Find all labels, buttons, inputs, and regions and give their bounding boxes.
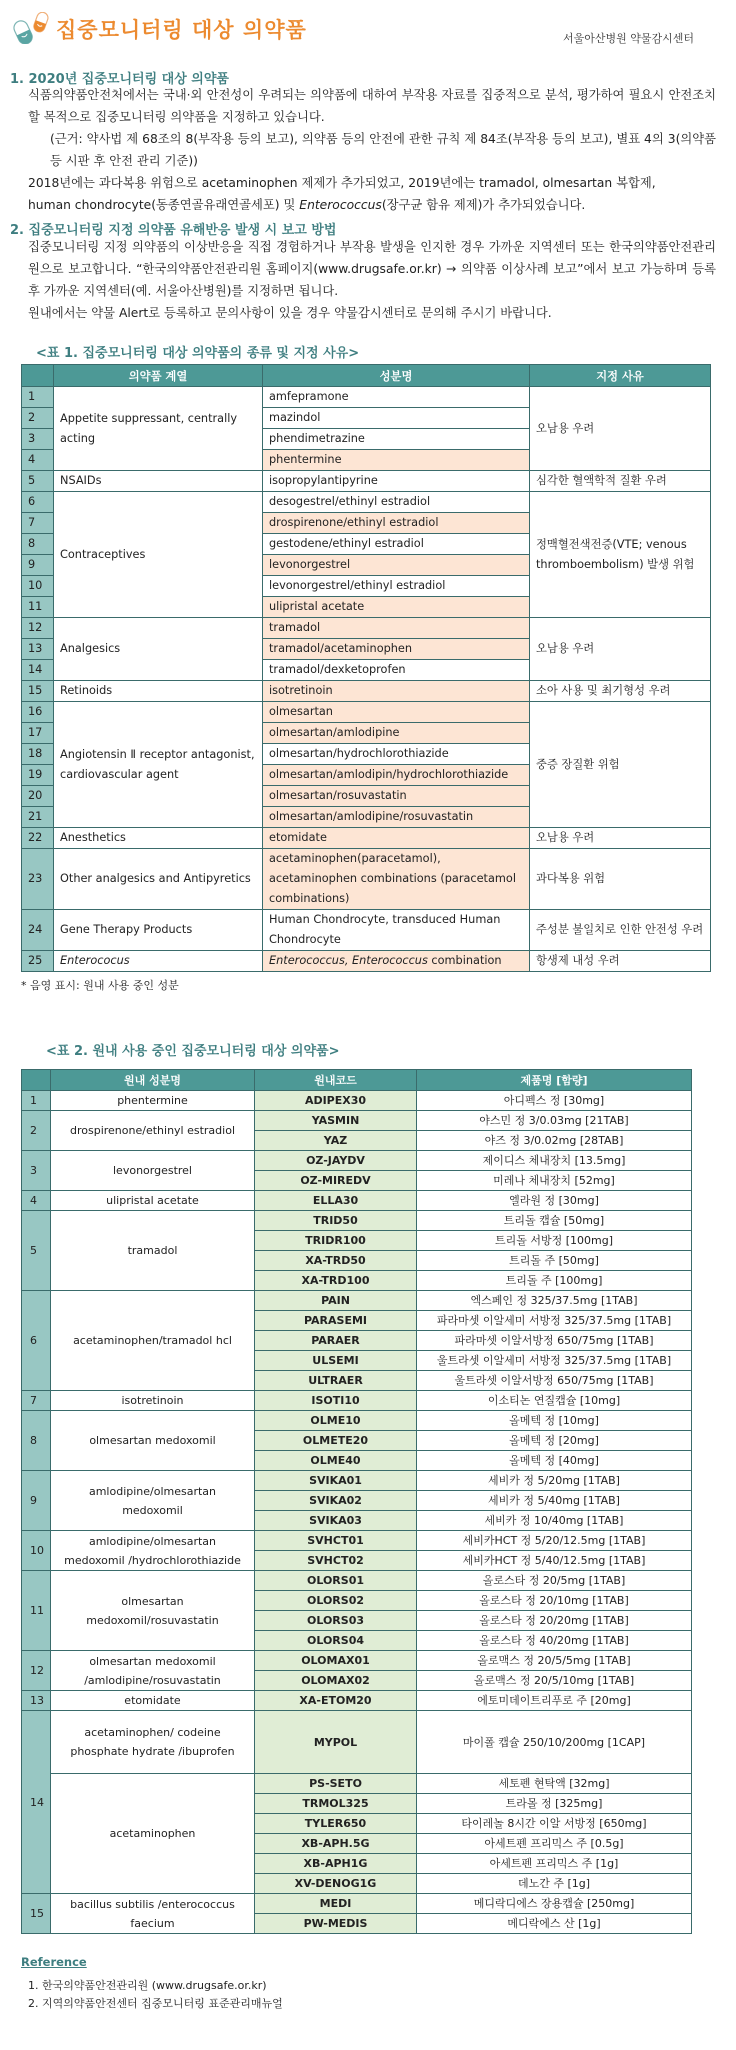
- product-cell: 메디락에스 산 [1g]: [417, 1914, 692, 1934]
- ingredient-cell: olmesartan/hydrochlorothiazide: [263, 744, 530, 765]
- table-row: [22, 1291, 692, 1311]
- hospital-code-cell: XA-ETOM20: [255, 1691, 417, 1711]
- table-row: [22, 1691, 692, 1711]
- hospital-code-cell: MEDI: [255, 1894, 417, 1914]
- product-cell: 트리돌 주 [100mg]: [417, 1271, 692, 1291]
- table-row: [22, 1411, 692, 1431]
- table-row: [22, 1191, 692, 1211]
- ingredient-cell: etomidate: [263, 828, 530, 849]
- ingredient-cell: isotretinoin: [263, 681, 530, 702]
- table-row: [22, 910, 711, 951]
- table-row: [22, 492, 711, 513]
- row-number: 1: [22, 387, 54, 408]
- hospital-code-cell: PW-MEDIS: [255, 1914, 417, 1934]
- product-cell: 트리돌 주 [50mg]: [417, 1251, 692, 1271]
- row-number: 16: [22, 702, 54, 723]
- table-header-row: [22, 365, 711, 387]
- row-number: 11: [22, 1571, 51, 1651]
- hospital-code-cell: PS-SETO: [255, 1774, 417, 1794]
- row-number: 10: [22, 1531, 51, 1571]
- hospital-code-cell: YASMIN: [255, 1111, 417, 1131]
- hospital-code-cell: OLME40: [255, 1451, 417, 1471]
- table-1-note: * 음영 표시: 원내 사용 중인 성분: [21, 979, 179, 992]
- hospital-code-cell: TRID50: [255, 1211, 417, 1231]
- drug-class-cell: NSAIDs: [54, 471, 263, 492]
- row-number: 6: [22, 1291, 51, 1391]
- product-cell: 아디펙스 정 [30mg]: [417, 1091, 692, 1111]
- row-number: 10: [22, 576, 54, 597]
- ingredient-cell: tramadol/acetaminophen: [263, 639, 530, 660]
- product-cell: 엘라원 정 [30mg]: [417, 1191, 692, 1211]
- row-number: 2: [22, 1111, 51, 1151]
- product-cell: 올로맥스 정 20/5/10mg [1TAB]: [417, 1671, 692, 1691]
- header-cell: 원내 성분명: [51, 1070, 255, 1091]
- row-number: 15: [22, 1894, 51, 1934]
- row-number: 12: [22, 618, 54, 639]
- table-row: [22, 1571, 692, 1591]
- ingredient-text: combination: [427, 954, 502, 967]
- ingredient-cell: Human Chondrocyte, transduced Human Chondrocyte: [263, 910, 530, 951]
- italic-text: Enterococcus: [299, 198, 382, 212]
- table-row: [22, 828, 711, 849]
- product-cell: 올메텍 정 [40mg]: [417, 1451, 692, 1471]
- product-cell: 파라마셋 이알서방정 650/75mg [1TAB]: [417, 1331, 692, 1351]
- product-cell: 아세트펜 프리믹스 주 [0.5g]: [417, 1834, 692, 1854]
- ingredient-cell: levonorgestrel: [51, 1151, 255, 1191]
- drug-class-cell: Gene Therapy Products: [54, 910, 263, 951]
- organization-name: 서울아산병원 약물감시센터: [562, 32, 694, 45]
- ingredient-cell: isopropylantipyrine: [263, 471, 530, 492]
- row-number: 4: [22, 1191, 51, 1211]
- reason-cell: 과다복용 위험: [530, 849, 711, 910]
- product-cell: 파라마셋 이알세미 서방정 325/37.5mg [1TAB]: [417, 1311, 692, 1331]
- header-cell: [22, 365, 54, 387]
- drug-class-cell: Retinoids: [54, 681, 263, 702]
- row-number: 8: [22, 1411, 51, 1471]
- hospital-code-cell: OZ-MIREDV: [255, 1171, 417, 1191]
- product-cell: 미레나 체내장치 [52mg]: [417, 1171, 692, 1191]
- hospital-code-cell: ELLA30: [255, 1191, 417, 1211]
- ingredient-cell: drospirenone/ethinyl estradiol: [51, 1111, 255, 1151]
- row-number: 15: [22, 681, 54, 702]
- ingredient-cell: olmesartan medoxomil: [51, 1411, 255, 1471]
- ingredient-cell: bacillus subtilis /enterococcus faecium: [51, 1894, 255, 1934]
- table-row: [22, 1894, 692, 1914]
- row-number: 2: [22, 408, 54, 429]
- ingredient-cell: amfepramone: [263, 387, 530, 408]
- hospital-code-cell: ULSEMI: [255, 1351, 417, 1371]
- hospital-code-cell: OLORS03: [255, 1611, 417, 1631]
- hospital-code-cell: OLMETE20: [255, 1431, 417, 1451]
- product-cell: 올로스타 정 20/20mg [1TAB]: [417, 1611, 692, 1631]
- section-2-paragraph-2: 원내에서는 약물 Alert로 등록하고 문의사항이 있을 경우 약물감시센터로 문의해 주시기 바랍니다.: [28, 306, 552, 320]
- product-cell: 아세트펜 프리믹스 주 [1g]: [417, 1854, 692, 1874]
- reference-item: 1. 한국의약품안전관리원 (www.drugsafe.or.kr): [28, 1979, 267, 1992]
- table-row: [22, 1091, 692, 1111]
- ingredient-cell: olmesartan: [263, 702, 530, 723]
- row-number: 6: [22, 492, 54, 513]
- reason-cell: 정맥혈전색전증(VTE; venous thromboembolism) 발생 위험: [530, 492, 711, 618]
- product-cell: 제이디스 체내장치 [13.5mg]: [417, 1151, 692, 1171]
- hospital-code-cell: XB-APH.5G: [255, 1834, 417, 1854]
- table-row: [22, 618, 711, 639]
- table-2: [21, 1069, 692, 1934]
- table-row: [22, 1531, 692, 1551]
- table-row: [22, 1211, 692, 1231]
- ingredient-cell: mazindol: [263, 408, 530, 429]
- drug-class-cell: Contraceptives: [54, 492, 263, 618]
- product-cell: 올로맥스 정 20/5/5mg [1TAB]: [417, 1651, 692, 1671]
- product-cell: 데노간 주 [1g]: [417, 1874, 692, 1894]
- hospital-code-cell: ISOTI10: [255, 1391, 417, 1411]
- ingredient-cell: desogestrel/ethinyl estradiol: [263, 492, 530, 513]
- row-number: 14: [22, 1711, 51, 1894]
- text: human chondrocyte(동종연골유래연골세포) 및: [28, 198, 300, 212]
- ingredient-cell: phentermine: [263, 450, 530, 471]
- product-cell: 이소티논 연질캡슐 [10mg]: [417, 1391, 692, 1411]
- ingredient-cell: drospirenone/ethinyl estradiol: [263, 513, 530, 534]
- hospital-code-cell: SVIKA01: [255, 1471, 417, 1491]
- ingredient-cell: olmesartan/amlodipin/hydrochlorothiazide: [263, 765, 530, 786]
- row-number: 7: [22, 513, 54, 534]
- ingredient-italic-text: Enterococcus, Enterococcus: [269, 954, 428, 967]
- table-1: [21, 364, 711, 972]
- row-number: 25: [22, 951, 54, 972]
- hospital-code-cell: PAIN: [255, 1291, 417, 1311]
- table-row: [22, 471, 711, 492]
- hospital-code-cell: ULTRAER: [255, 1371, 417, 1391]
- hospital-code-cell: XA-TRD100: [255, 1271, 417, 1291]
- table-row: [22, 1471, 692, 1491]
- row-number: 5: [22, 1211, 51, 1291]
- table-2-caption: <표 2. 원내 사용 중인 집중모니터링 대상 의약품>: [46, 1044, 340, 1059]
- header-cell: 지정 사유: [530, 365, 711, 387]
- ingredient-cell: tramadol: [263, 618, 530, 639]
- ingredient-cell: olmesartan medoxomil /amlodipine/rosuvastatin: [51, 1651, 255, 1691]
- drug-class-cell: Analgesics: [54, 618, 263, 681]
- hospital-code-cell: PARAER: [255, 1331, 417, 1351]
- row-number: 24: [22, 910, 54, 951]
- table-row: [22, 1651, 692, 1671]
- ingredient-cell: olmesartan medoxomil/rosuvastatin: [51, 1571, 255, 1651]
- ingredient-cell: ulipristal acetate: [263, 597, 530, 618]
- header-cell: [22, 1070, 51, 1091]
- hospital-code-cell: XV-DENOG1G: [255, 1874, 417, 1894]
- table-row: [22, 1391, 692, 1411]
- header-cell: 성분명: [263, 365, 530, 387]
- product-cell: 올메텍 정 [20mg]: [417, 1431, 692, 1451]
- ingredient-cell: phentermine: [51, 1091, 255, 1111]
- product-cell: 메디락디에스 장용캡슐 [250mg]: [417, 1894, 692, 1914]
- section-2-paragraph: 집중모니터링 지정 의약품의 이상반응을 직접 경험하거나 부작용 발생을 인지한 경우 가까운 지역센터 또는 한국의약품안전관리원으로 보고합니다. “한국의약품안전관리원 홈페이지(www.drugsafe.or.kr) → 의약품 이상사례 보고”에서 보고 가능하며 등록 후 가까운 지역센터(예. 서울아산병원)를 지정하면 됩니다.: [28, 240, 716, 298]
- hospital-code-cell: TRIDR100: [255, 1231, 417, 1251]
- ingredient-cell: isotretinoin: [51, 1391, 255, 1411]
- product-cell: 세비카HCT 정 5/20/12.5mg [1TAB]: [417, 1531, 692, 1551]
- ingredient-cell: tramadol/dexketoprofen: [263, 660, 530, 681]
- row-number: 12: [22, 1651, 51, 1691]
- product-cell: 올로스타 정 20/10mg [1TAB]: [417, 1591, 692, 1611]
- product-cell: 세토펜 현탁액 [32mg]: [417, 1774, 692, 1794]
- drug-class-cell: Other analgesics and Antipyretics: [54, 849, 263, 910]
- page-title: 집중모니터링 대상 의약품: [56, 18, 307, 42]
- row-number: 5: [22, 471, 54, 492]
- drug-class-text: Enterococus: [60, 954, 130, 967]
- row-number: 14: [22, 660, 54, 681]
- hospital-code-cell: OZ-JAYDV: [255, 1151, 417, 1171]
- ingredient-cell: amlodipine/olmesartan medoxomil: [51, 1471, 255, 1531]
- row-number: 9: [22, 555, 54, 576]
- product-cell: 올로스타 정 20/5mg [1TAB]: [417, 1571, 692, 1591]
- product-cell: 야즈 정 3/0.02mg [28TAB]: [417, 1131, 692, 1151]
- drug-class-cell: Angiotensin Ⅱ receptor antagonist, cardiovascular agent: [54, 702, 263, 828]
- row-number: 4: [22, 450, 54, 471]
- product-cell: 에토미데이트리푸로 주 [20mg]: [417, 1691, 692, 1711]
- hospital-code-cell: ADIPEX30: [255, 1091, 417, 1111]
- hospital-code-cell: SVHCT01: [255, 1531, 417, 1551]
- hospital-code-cell: XA-TRD50: [255, 1251, 417, 1271]
- row-number: 23: [22, 849, 54, 910]
- table-row: [22, 1151, 692, 1171]
- section-1-basis: (근거: 약사법 제 68조의 8(부작용 등의 보고), 의약품 등의 안전에 관한 규칙 제 84조(부작용 등의 보고), 별표 4의 3(의약품 등 시판 후 안전 관리 기준)): [50, 132, 716, 168]
- ingredient-cell: acetaminophen/tramadol hcl: [51, 1291, 255, 1391]
- hospital-code-cell: XB-APH1G: [255, 1854, 417, 1874]
- row-number: 3: [22, 1151, 51, 1191]
- hospital-code-cell: TYLER650: [255, 1814, 417, 1834]
- table-row: [22, 1111, 692, 1131]
- product-cell: 울트라셋 이알세미 서방정 325/37.5mg [1TAB]: [417, 1351, 692, 1371]
- table-row: [22, 1774, 692, 1794]
- reference-item: 2. 지역의약품안전센터 집중모니터링 표준관리매뉴얼: [28, 1997, 283, 2010]
- drug-class-cell: Anesthetics: [54, 828, 263, 849]
- table-row: [22, 951, 711, 972]
- hospital-code-cell: OLORS04: [255, 1631, 417, 1651]
- row-number: 17: [22, 723, 54, 744]
- row-number: 9: [22, 1471, 51, 1531]
- row-number: 13: [22, 639, 54, 660]
- header-cell: 원내코드: [255, 1070, 417, 1091]
- ingredient-cell: [263, 951, 530, 972]
- product-cell: 세비카HCT 정 5/40/12.5mg [1TAB]: [417, 1551, 692, 1571]
- ingredient-cell: gestodene/ethinyl estradiol: [263, 534, 530, 555]
- table-row: [22, 849, 711, 910]
- ingredient-cell: ulipristal acetate: [51, 1191, 255, 1211]
- section-1-paragraph-2b: [28, 194, 734, 216]
- product-cell: 트리돌 서방정 [100mg]: [417, 1231, 692, 1251]
- section-1-paragraph-2a: 2018년에는 과다복용 위험으로 acetaminophen 제제가 추가되었고, 2019년에는 tramadol, olmesartan 복합제,: [28, 176, 656, 190]
- reason-cell: 오남용 우려: [530, 618, 711, 681]
- ingredient-cell: phendimetrazine: [263, 429, 530, 450]
- pill-capsules-icon: [12, 12, 52, 44]
- hospital-code-cell: OLOMAX02: [255, 1671, 417, 1691]
- hospital-code-cell: OLORS01: [255, 1571, 417, 1591]
- header-cell: 제품명 [함량]: [417, 1070, 692, 1091]
- ingredient-cell: olmesartan/rosuvastatin: [263, 786, 530, 807]
- product-cell: 타이레놀 8시간 이알 서방정 [650mg]: [417, 1814, 692, 1834]
- reason-cell: 주성분 불일치로 인한 안전성 우려: [530, 910, 711, 951]
- reason-cell: 오남용 우려: [530, 828, 711, 849]
- row-number: 13: [22, 1691, 51, 1711]
- reason-cell: 항생제 내성 우려: [530, 951, 711, 972]
- reason-cell: 심각한 혈액학적 질환 우려: [530, 471, 711, 492]
- product-cell: 세비카 정 10/40mg [1TAB]: [417, 1511, 692, 1531]
- row-number: 21: [22, 807, 54, 828]
- product-cell: 올로스타 정 40/20mg [1TAB]: [417, 1631, 692, 1651]
- row-number: 22: [22, 828, 54, 849]
- section-1-title: 1. 2020년 집중모니터링 대상 의약품: [10, 72, 229, 87]
- table-header-row: [22, 1070, 692, 1091]
- product-cell: 올메텍 정 [10mg]: [417, 1411, 692, 1431]
- row-number: 19: [22, 765, 54, 786]
- reason-cell: 중증 장질환 위험: [530, 702, 711, 828]
- hospital-code-cell: SVIKA03: [255, 1511, 417, 1531]
- drug-class-cell: [54, 951, 263, 972]
- ingredient-cell: acetaminophen/ codeine phosphate hydrate /ibuprofen: [51, 1711, 255, 1774]
- section-2-title: 2. 집중모니터링 지정 의약품 유해반응 발생 시 보고 방법: [10, 223, 337, 238]
- table-row: [22, 387, 711, 408]
- hospital-code-cell: OLOMAX01: [255, 1651, 417, 1671]
- product-cell: 세비카 정 5/40mg [1TAB]: [417, 1491, 692, 1511]
- table-row: [22, 1711, 692, 1774]
- hospital-code-cell: OLORS02: [255, 1591, 417, 1611]
- product-cell: 울트라셋 이알서방정 650/75mg [1TAB]: [417, 1371, 692, 1391]
- hospital-code-cell: TRMOL325: [255, 1794, 417, 1814]
- ingredient-cell: acetaminophen: [51, 1774, 255, 1894]
- hospital-code-cell: PARASEMI: [255, 1311, 417, 1331]
- row-number: 7: [22, 1391, 51, 1411]
- hospital-code-cell: OLME10: [255, 1411, 417, 1431]
- ingredient-cell: tramadol: [51, 1211, 255, 1291]
- product-cell: 트리돌 캡슐 [50mg]: [417, 1211, 692, 1231]
- product-cell: 트라몰 정 [325mg]: [417, 1794, 692, 1814]
- reference-title: Reference: [21, 1955, 87, 1969]
- page-header: [0, 0, 736, 60]
- ingredient-cell: amlodipine/olmesartan medoxomil /hydrochlorothiazide: [51, 1531, 255, 1571]
- row-number: 18: [22, 744, 54, 765]
- row-number: 1: [22, 1091, 51, 1111]
- table-1-caption: <표 1. 집중모니터링 대상 의약품의 종류 및 지정 사유>: [36, 346, 360, 361]
- product-cell: 세비카 정 5/20mg [1TAB]: [417, 1471, 692, 1491]
- ingredient-cell: levonorgestrel/ethinyl estradiol: [263, 576, 530, 597]
- row-number: 8: [22, 534, 54, 555]
- header-cell: 의약품 계열: [54, 365, 263, 387]
- table-row: [22, 702, 711, 723]
- ingredient-cell: olmesartan/amlodipine/rosuvastatin: [263, 807, 530, 828]
- product-cell: 야스민 정 3/0.03mg [21TAB]: [417, 1111, 692, 1131]
- ingredient-cell: olmesartan/amlodipine: [263, 723, 530, 744]
- text: (장구균 함유 제제)가 추가되었습니다.: [381, 198, 586, 212]
- row-number: 20: [22, 786, 54, 807]
- ingredient-cell: acetaminophen(paracetamol), acetaminophen combinations (paracetamol combinations): [263, 849, 530, 910]
- reason-cell: 오남용 우려: [530, 387, 711, 471]
- row-number: 11: [22, 597, 54, 618]
- hospital-code-cell: MYPOL: [255, 1711, 417, 1774]
- hospital-code-cell: SVIKA02: [255, 1491, 417, 1511]
- table-row: [22, 681, 711, 702]
- row-number: 3: [22, 429, 54, 450]
- hospital-code-cell: YAZ: [255, 1131, 417, 1151]
- ingredient-cell: etomidate: [51, 1691, 255, 1711]
- reason-cell: 소아 사용 및 최기형성 우려: [530, 681, 711, 702]
- ingredient-cell: levonorgestrel: [263, 555, 530, 576]
- section-1-paragraph: 식품의약품안전처에서는 국내·외 안전성이 우려되는 의약품에 대하여 부작용 자료를 집중적으로 분석, 평가하여 필요시 안전조치 할 목적으로 집중모니터링 의약품을 지정하고 있습니다.: [28, 88, 716, 124]
- product-cell: 엑스페인 정 325/37.5mg [1TAB]: [417, 1291, 692, 1311]
- hospital-code-cell: SVHCT02: [255, 1551, 417, 1571]
- drug-class-cell: Appetite suppressant, centrally acting: [54, 387, 263, 471]
- product-cell: 마이폴 캡슐 250/10/200mg [1CAP]: [417, 1711, 692, 1774]
